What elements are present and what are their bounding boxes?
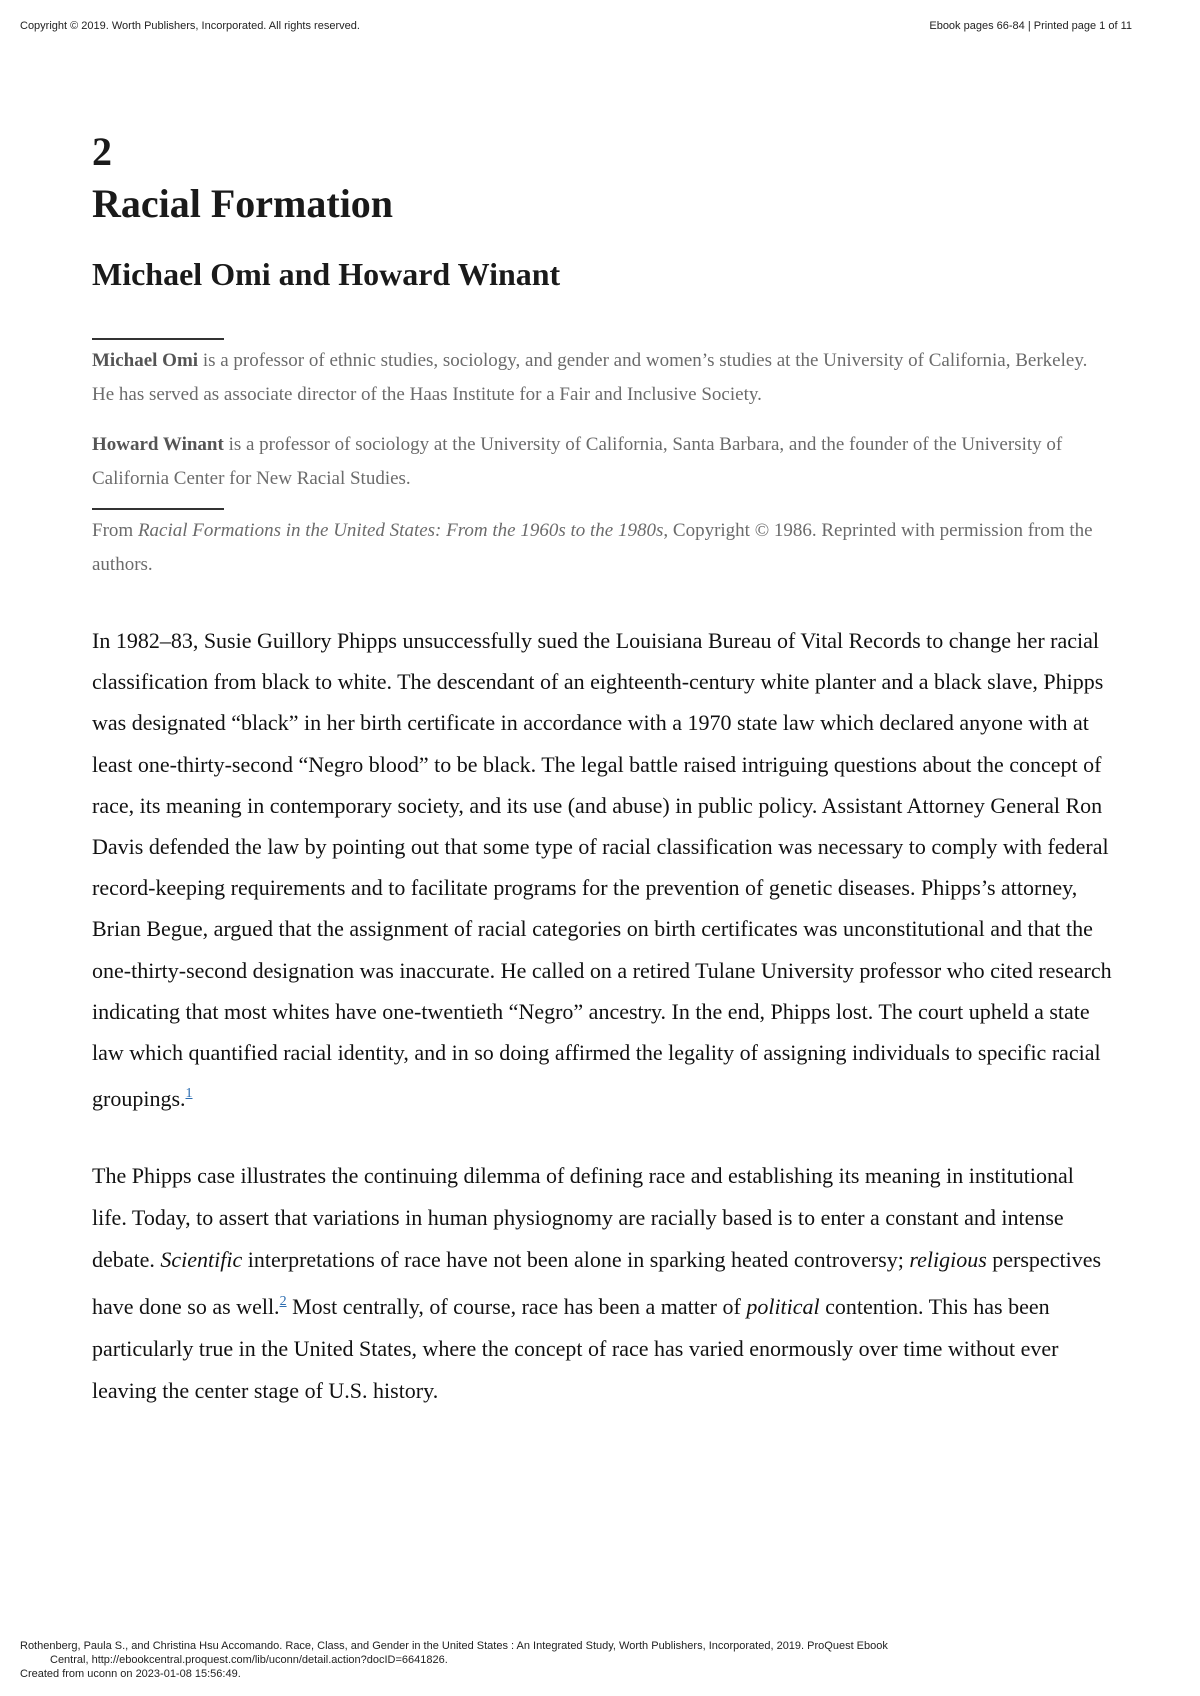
divider [92,338,224,340]
paragraph-text: Most centrally, of course, race has been a matter of [286,1294,747,1320]
running-header [20,20,1132,32]
footnote-link-1[interactable]: 1 [185,1086,193,1102]
bio-name: Michael Omi [92,350,199,371]
footnote-link-2[interactable]: 2 [279,1294,287,1310]
bio-text: is a professor of ethnic studies, sociology, and gender and women’s studies at the University of California, Berkeley. He has served as associate director of the Haas Institute for a Fair and Inclusive Society. [92,350,1088,405]
bio-name: Howard Winant [92,434,224,455]
page-info: Ebook pages 66-84 | Printed page 1 of 11 [929,20,1132,32]
running-footer [20,1639,1140,1681]
author-bio-winant [92,428,1112,496]
paragraph-text: In 1982–83, Susie Guillory Phipps unsuccessfully sued the Louisiana Bureau of Vital Records to change her racial classification from black to white. The descendant of an eighteenth-century white planter and a black slave, Phipps was designated “black” in her birth certificate in accordance with a 1970 state law which declared anyone with at least one-thirty-second “Negro blood” to be black. The legal battle raised intriguing questions about the concept of race, its meaning in contemporary society, and its use (and abuse) in public policy. Assistant Attorney General Ron Davis defended the law by pointing out that some type of racial classification was necessary to comply with federal record-keeping requirements and to facilitate programs for the prevention of genetic diseases. Phipps’s attorney, Brian Begue, argued that the assignment of racial categories on birth certificates was unconstitutional and that the one-thirty-second designation was inaccurate. He called on a retired Tulane University professor who cited research indicating that most whites have one-twentieth “Negro” ancestry. In the end, Phipps lost. The court upheld a state law which quantified racial identity, and in so doing affirmed the legality of assigning individuals to specific racial groupings. [92,628,1112,1112]
chapter-authors: Michael Omi and Howard Winant [92,256,561,292]
bio-text: is a professor of sociology at the University of California, Santa Barbara, and the founder of the University of California Center for New Racial Studies. [92,434,1063,489]
chapter-content [92,128,1112,1412]
copyright-notice: Copyright © 2019. Worth Publishers, Incorporated. All rights reserved. [20,20,360,32]
paragraph-text: The Phipps case illustrates the continuing dilemma of defining race and establishing its meaning in institutional life. Today, to assert that variations in human physiognomy are racially based is to enter a constant and intense debate. [92,1163,1074,1273]
divider [92,508,224,510]
emphasis-political: political [746,1294,820,1320]
paragraph-text: perspectives have done so as well. [92,1247,1102,1320]
citation-line-1: Rothenberg, Paula S., and Christina Hsu Accomando. Race, Class, and Gender in the United States : An Integrated Study, Worth Publishers, Incorporated, 2019. ProQuest Ebook [20,1640,888,1652]
paragraph-text: interpretations of race have not been alone in sparking heated controversy; [242,1247,910,1273]
source-book-title: Racial Formations in the United States: From the 1960s to the 1980s [137,520,664,541]
paragraph-text: contention. This has been particularly true in the United States, where the concept of race has varied enormously over time without ever leaving the center stage of U.S. history. [92,1294,1059,1404]
emphasis-scientific: Scientific [160,1247,243,1273]
emphasis-religious: religious [909,1247,987,1273]
source-note [92,514,1112,582]
author-bio-omi [92,344,1112,412]
body-paragraph-1 [92,620,1112,1119]
created-stamp: Created from uconn on 2023-01-08 15:56:49. [20,1668,241,1680]
source-suffix: , Copyright © 1986. Reprinted with permission from the authors. [92,520,1093,575]
chapter-number: 2 [92,129,112,174]
source-prefix: From [92,520,138,541]
citation-line-2: Central, http://ebookcentral.proquest.com/lib/uconn/detail.action?docID=6641826. [50,1654,448,1666]
body-paragraph-2 [92,1155,1112,1412]
chapter-title: Racial Formation [92,181,394,226]
